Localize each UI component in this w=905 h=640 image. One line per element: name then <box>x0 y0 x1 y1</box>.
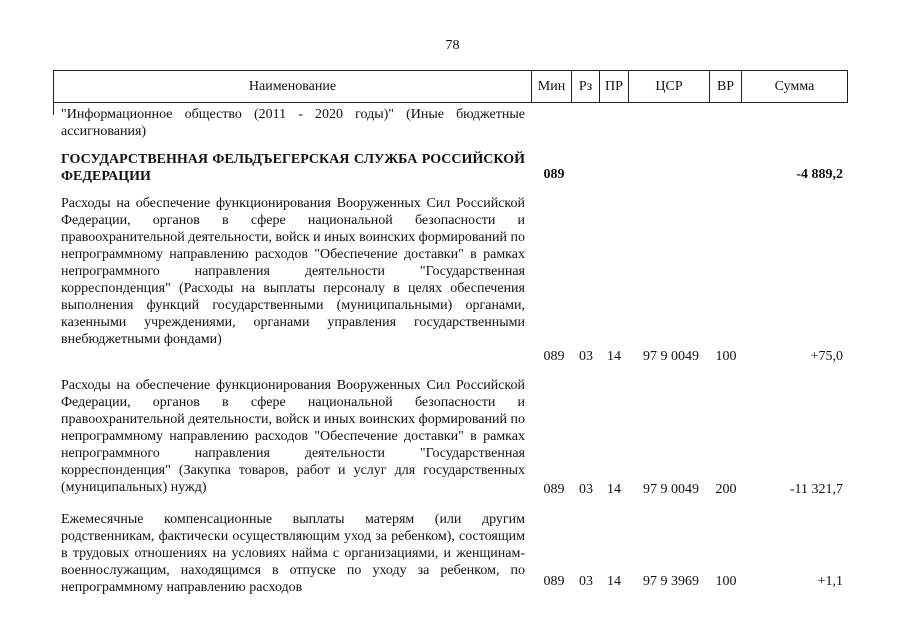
row-rz: 03 <box>579 349 593 364</box>
row-csr: 97 9 0049 <box>643 482 699 497</box>
row-csr: 97 9 0049 <box>643 349 699 364</box>
row-rz: 03 <box>579 482 593 497</box>
row-pr: 14 <box>607 349 621 364</box>
row-rz: 03 <box>579 574 593 589</box>
header-vr: ВР <box>709 71 741 102</box>
page-number: 78 <box>445 38 460 53</box>
row-sum: +1,1 <box>817 574 843 589</box>
row-vr: 200 <box>715 482 737 497</box>
row-name: Расходы на обеспечение функционирования Вооруженных Сил Российской Федерации, органов в сфере национальной безопасности и правоохранительной деятельности, войск и иных воинских формирований по непрограммному направлению расходов "Обеспечение доставки" в рамках непрограммного направления деятельности "Государственная корреспонденция" (Закупка товаров, работ и услуг для государственных (муниципальных) нужд) <box>61 378 525 495</box>
row-pr: 14 <box>607 574 621 589</box>
row-min: 089 <box>543 167 565 182</box>
row-sum: -4 889,2 <box>796 167 843 182</box>
header-min: Мин <box>531 71 571 102</box>
row-min: 089 <box>543 574 565 589</box>
header-name: Наименование <box>248 79 337 94</box>
row-csr: 97 9 3969 <box>643 574 699 589</box>
table-header <box>53 70 848 103</box>
row-pr: 14 <box>607 482 621 497</box>
row-sum: +75,0 <box>810 349 843 364</box>
table-left-border <box>53 103 54 115</box>
row-min: 089 <box>543 482 565 497</box>
header-rz: Рз <box>571 71 599 102</box>
row-vr: 100 <box>715 349 737 364</box>
row-vr: 100 <box>715 574 737 589</box>
row-name: ГОСУДАРСТВЕННАЯ ФЕЛЬДЪЕГЕРСКАЯ СЛУЖБА РОССИЙСКОЙ ФЕДЕРАЦИИ <box>61 152 525 184</box>
row-sum: -11 321,7 <box>789 482 843 497</box>
row-name: Расходы на обеспечение функционирования Вооруженных Сил Российской Федерации, органов в сфере национальной безопасности и правоохранительной деятельности, войск и иных воинских формирований по непрограммному направлению расходов "Обеспечение доставки" в рамках непрограммного направления деятельности "Государственная корреспонденция" (Расходы на выплаты персоналу в целях обеспечения выполнения функций государственными (муниципальными) органами, казенными учреждениями, органами управления государственными внебюджетными фондами) <box>61 196 525 347</box>
row-name: Ежемесячные компенсационные выплаты матерям (или другим родственникам, фактически осуществляющим уход за ребенком), состоящим в трудовых отношениях на условиях найма с организациями, и женщинам-военнослужащим, находящимся в отпуске по уходу за ребенком, по непрограммному направлению расходов <box>61 512 525 595</box>
row-min: 089 <box>543 349 565 364</box>
header-pr: ПР <box>599 71 628 102</box>
header-sum: Сумма <box>741 71 847 102</box>
header-csr: ЦСР <box>628 71 709 102</box>
row-name: "Информационное общество (2011 - 2020 годы)" (Иные бюджетные ассигнования) <box>61 107 525 139</box>
